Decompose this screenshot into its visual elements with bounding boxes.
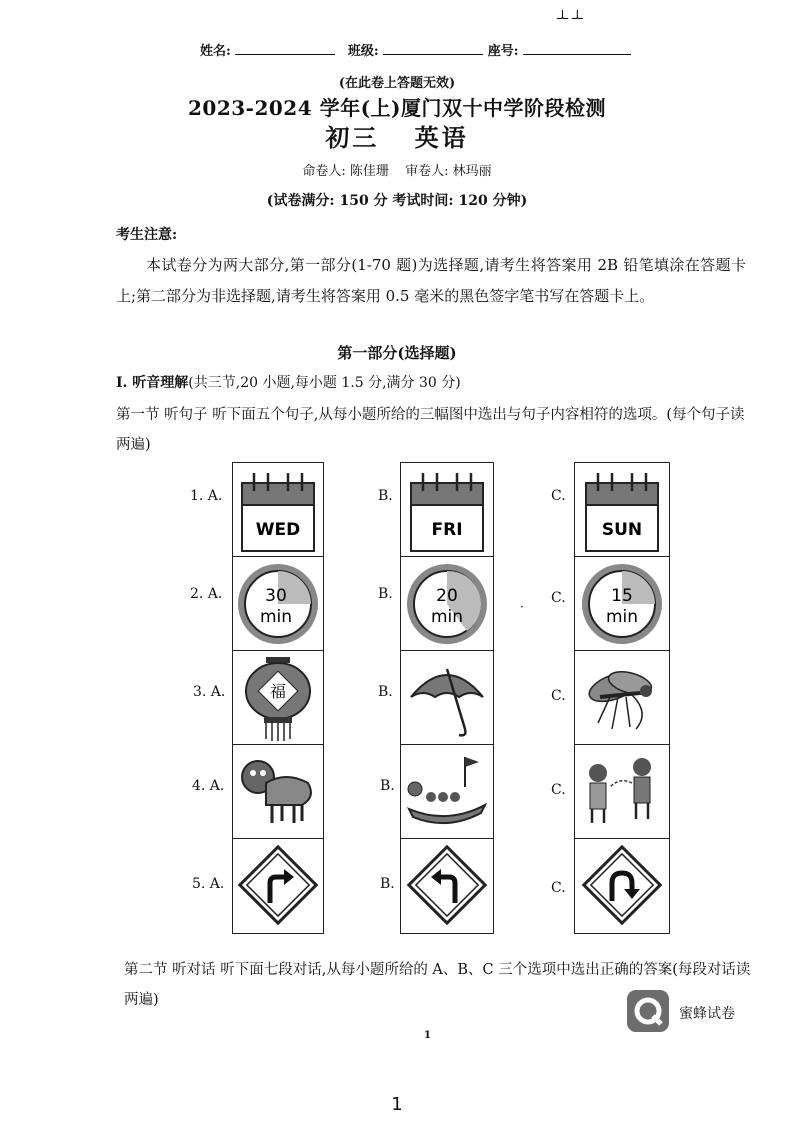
lantern-icon <box>236 653 320 743</box>
watermark-text: 蜜蜂试卷 <box>679 1006 735 1022</box>
turn-left-sign-icon <box>405 841 489 931</box>
dragon-boat-icon <box>405 747 489 837</box>
column-a <box>232 462 324 934</box>
calendar-icon <box>236 465 320 555</box>
section1-heading <box>116 372 461 392</box>
clock-value-text: 15 <box>611 585 633 606</box>
setters-line <box>0 160 794 179</box>
page-number-small: 1 <box>424 1030 431 1041</box>
q4-b-label: B. <box>380 778 395 794</box>
stray-dot: · <box>520 600 524 614</box>
clock-unit-text: min <box>605 606 639 627</box>
setter: 命卷人: 陈佳珊 <box>302 164 389 179</box>
q2-a-picture[interactable] <box>233 557 323 651</box>
name-blank[interactable] <box>235 42 335 55</box>
q3-c-label: C. <box>551 688 566 704</box>
q4-c-picture[interactable] <box>575 745 669 839</box>
water-splashing-icon <box>580 747 664 837</box>
section1-heading-bold: I. 听音理解 <box>116 375 189 391</box>
seat-label: 座号: <box>487 44 519 59</box>
q4-c-label: C. <box>551 782 566 798</box>
turn-right-sign-icon <box>236 841 320 931</box>
lion-dance-icon <box>236 747 320 837</box>
umbrella-icon <box>405 653 489 743</box>
q1-a-picture[interactable] <box>233 463 323 557</box>
column-c <box>574 462 670 934</box>
q2-c-picture[interactable] <box>575 557 669 651</box>
notice-heading: 考生注意: <box>116 227 178 243</box>
exam-title: 2023-2024 学年(上)厦门双十中学阶段检测 <box>187 96 607 120</box>
class-label: 班级: <box>347 44 379 59</box>
subject-title: 初三 英语 <box>325 123 469 152</box>
clock-unit-text: min <box>430 606 464 627</box>
q2-b-label: B. <box>378 586 393 602</box>
corner-mark: ـلـ ـلـ <box>557 8 583 22</box>
q1-b-picture[interactable] <box>401 463 493 557</box>
clock-unit-text: min <box>259 606 293 627</box>
mosquito-icon <box>580 653 664 743</box>
q4-a-picture[interactable] <box>233 745 323 839</box>
calendar-day-text: SUN <box>601 519 643 540</box>
score-info: (试卷满分: 150 分 考试时间: 120 分钟) <box>266 193 528 209</box>
invalid-note: (在此卷上答题无效) <box>338 76 456 91</box>
clock-icon <box>580 559 664 649</box>
q3-a-label: 3. A. <box>193 684 226 700</box>
section1-heading-rest: (共三节,20 小题,每小题 1.5 分,满分 30 分) <box>188 375 461 391</box>
q3-b-picture[interactable] <box>401 651 493 745</box>
q5-c-label: C. <box>551 880 566 896</box>
column-b <box>400 462 494 934</box>
page-number: 1 <box>391 1094 403 1115</box>
calendar-day-text: WED <box>255 519 301 540</box>
q5-a-label: 5. A. <box>192 876 225 892</box>
q1-c-label: C. <box>551 488 566 504</box>
q4-a-label: 4. A. <box>192 778 225 794</box>
u-turn-sign-icon <box>580 841 664 931</box>
name-label: 姓名: <box>200 44 231 59</box>
clock-value-text: 30 <box>265 585 287 606</box>
q2-c-label: C. <box>551 590 566 606</box>
svg-text:福: 福 <box>269 681 287 701</box>
q1-c-picture[interactable] <box>575 463 669 557</box>
q5-b-picture[interactable] <box>401 839 493 933</box>
calendar-icon <box>580 465 664 555</box>
seat-blank[interactable] <box>523 42 631 55</box>
calendar-day-text: FRI <box>431 519 463 540</box>
q3-c-picture[interactable] <box>575 651 669 745</box>
q1-a-label: 1. A. <box>190 488 223 504</box>
class-blank[interactable] <box>383 42 483 55</box>
q5-b-label: B. <box>380 876 395 892</box>
q2-a-label: 2. A. <box>190 586 223 602</box>
calendar-icon <box>405 465 489 555</box>
q1-b-label: B. <box>378 488 393 504</box>
q5-c-picture[interactable] <box>575 839 669 933</box>
reviewer: 审卷人: 林玛丽 <box>405 164 492 179</box>
student-info-line <box>200 40 631 59</box>
part1-title: 第一部分(选择题) <box>337 344 457 362</box>
q3-b-label: B. <box>378 684 393 700</box>
sub2-description: 第二节 听对话 听下面七段对话,从每小题所给的 A、B、C 三个选项中选出正确的答案(每段对话读两遍) <box>124 962 751 1008</box>
clock-value-text: 20 <box>436 585 458 606</box>
q4-b-picture[interactable] <box>401 745 493 839</box>
q5-a-picture[interactable] <box>233 839 323 933</box>
clock-icon <box>405 559 489 649</box>
sub1-description: 第一节 听句子 听下面五个句子,从每小题所给的三幅图中选出与句子内容相符的选项。(每个句子读两遍) <box>116 407 745 453</box>
q3-a-picture[interactable] <box>233 651 323 745</box>
q2-b-picture[interactable] <box>401 557 493 651</box>
notice-body: 本试卷分为两大部分,第一部分(1-70 题)为选择题,请考生将答案用 2B 铅笔填涂在答题卡上;第二部分为非选择题,请考生将答案用 0.5 毫米的黑色签字笔书写在答题卡上。 <box>116 256 746 305</box>
clock-icon <box>236 559 320 649</box>
bee-logo-icon <box>627 990 669 1032</box>
